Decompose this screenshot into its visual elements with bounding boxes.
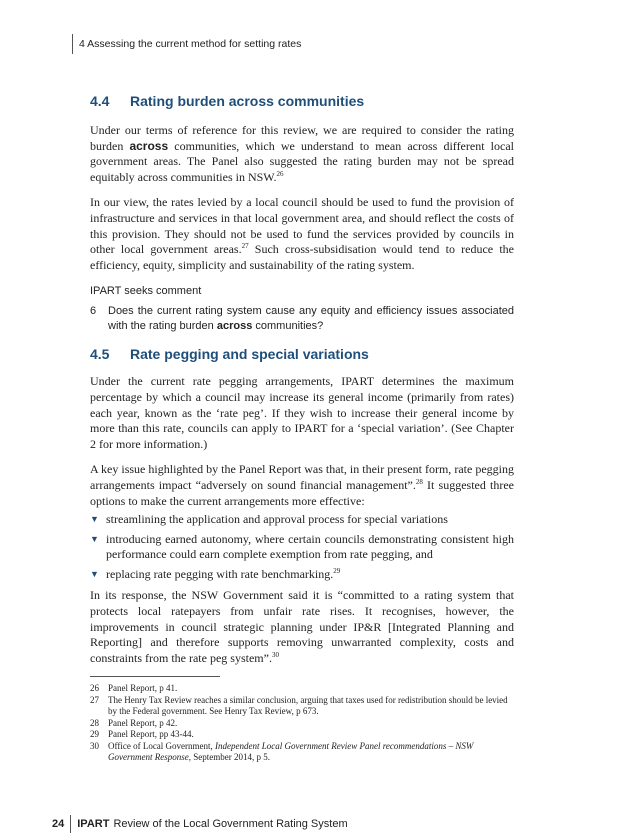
footnote: 27 The Henry Tax Review reaches a similar conclusion, arguing that taxes used for redistribution should be levied by the Federal government. See Henry Tax Review, p 673. [90,694,508,717]
section-number: 4.4 [90,93,110,109]
question-text: Does the current rating system cause any equity and efficiency issues associated with the rating burden across communities? [108,305,514,332]
footer-org: IPART [77,818,110,830]
section-heading-4-4 [90,92,514,110]
footnote: 26 Panel Report, p 41. [90,683,178,694]
paragraph-rate-pegging: Under the current rate pegging arrangements, IPART determines the maximum percentage by which a council may increase its general income (primarily from rates) each year, known as the ‘rate peg’. If they wish to increase their general income by more than this rate, councils can apply to IPART for a ‘special variation’. (See Chapter 2 for more information.) [90,374,514,451]
section-title: Rating burden across communities [130,93,365,109]
section-title: Rate pegging and special variations [130,346,369,363]
footer-title: Review of the Local Government Rating System [113,818,348,830]
bullet-icon: ▼ [90,533,99,544]
footnote: 29 Panel Report, pp 43-44. [90,729,194,740]
ipart-seeks-comment-heading: IPART seeks comment [90,285,202,298]
options-bullet-list [90,512,514,582]
list-item: ▼ introducing earned autonomy, where certain councils demonstrating consistent high performance could earn complete exemption from rate pegging, and [90,531,514,562]
comment-question-6 [90,304,514,333]
page-footer [52,815,348,833]
footnote-ref-27: 27 [241,242,249,251]
page-body [90,92,514,764]
paragraph-our-view: In our view, the rates levied by a local council should be used to fund the provision of infrastructure and services in that local government area, and should reflect the costs of this provision. They should not be used to fund the services provided by councils in other local government areas.$^{27}$ Such cross-subsidisation would tend to reduce the efficiency, equity, simplicity and sustainability of the rating system. [90,195,515,272]
section-heading-4-5 [90,345,514,363]
footnote: 28 Panel Report, p 42. [90,717,178,728]
footnote-divider [90,676,220,677]
page-number: 24 [52,815,71,833]
question-number: 6 [90,305,97,318]
list-item: ▼ replacing rate pegging with rate benchmarking.$^{29}$ [90,566,341,581]
footnotes [90,683,514,764]
footnote-ref-30: 30 [271,650,279,659]
list-item: ▼ streamlining the application and approval process for special variations [90,512,448,527]
footnote-ref-29: 29 [333,566,341,575]
bullet-icon: ▼ [90,514,99,525]
paragraph-nsw-response: In its response, the NSW Government said it is “committed to a rating system that protects local ratepayers from unfair rate rises. It recognises, however, the improvements in council strategic planning under IP&R [Integrated Planning and Reporting] and therefore supports removing unwarranted complexity, costs and constraints from the rate peg system”.$^{30}$ [90,588,514,665]
section-number: 4.5 [90,346,110,363]
paragraph-key-issue: A key issue highlighted by the Panel Report was that, in their present form, rate pegging arrangements impact “adversely on sound financial management”.$^{28}$ It suggested three options to make the current arrangements more effective: [90,462,515,508]
footnote: 30 Office of Local Government, Independent Local Government Review Panel recommendations – NSW Government Response, September 2014, p 5. [90,740,474,763]
running-header-text: 4 Assessing the current method for setting rates [79,38,302,50]
paragraph-terms-of-reference: Under our terms of reference for this review, we are required to consider the rating burden across communities, which we understand to mean across different local government areas. The Panel also suggested the rating burden may not be spread equitably across communities in NSW.$^{26}$ [90,123,514,184]
footnote-ref-26: 26 [276,169,284,178]
bullet-icon: ▼ [90,568,99,579]
footnote-ref-28: 28 [415,477,423,486]
running-header [72,34,301,54]
